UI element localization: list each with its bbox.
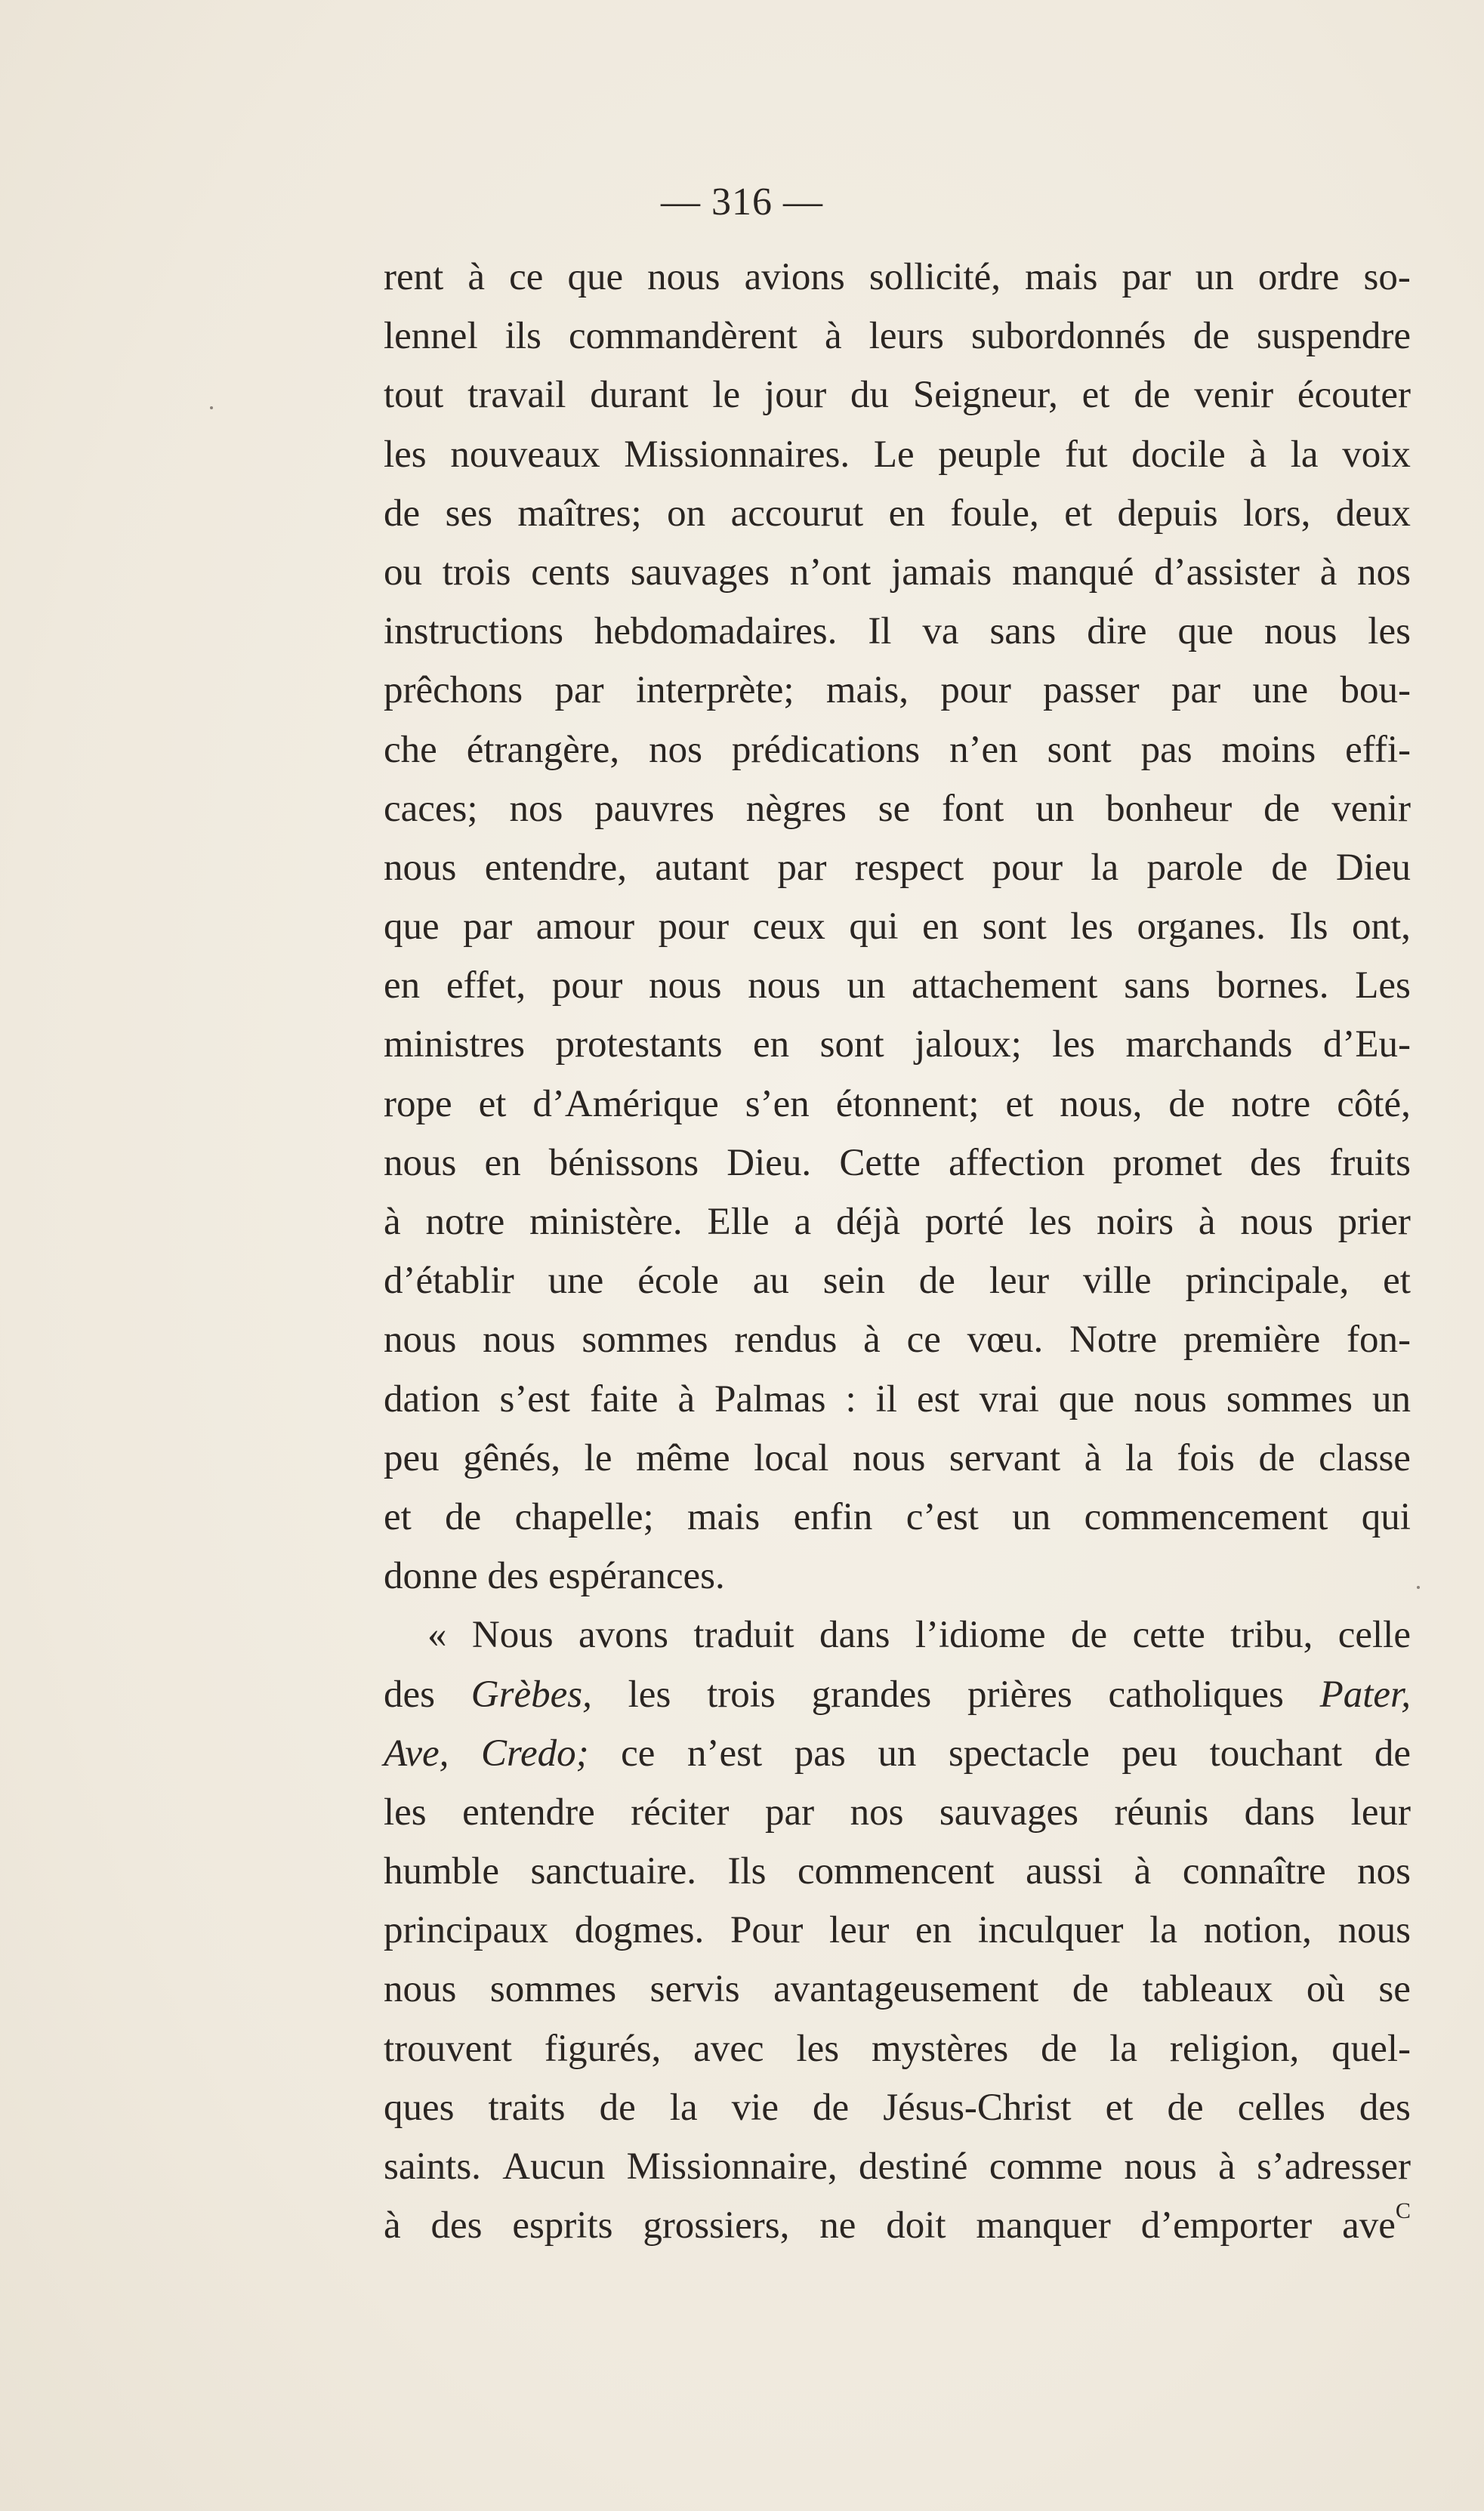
- speck-mark: [210, 406, 213, 409]
- text-line: instructions hebdomadaires. Il va sans dire que nous les: [384, 610, 1411, 653]
- text-line: Ave, Credo; ce n’est pas un spectacle peu touchant de: [384, 1732, 1411, 1775]
- text-line: ou trois cents sauvages n’ont jamais manqué d’assister à nos: [384, 551, 1411, 594]
- text-line: prêchons par interprète; mais, pour passer par une bou-: [384, 669, 1411, 712]
- text-line: des Grèbes, les trois grandes prières catholiques Pater,: [384, 1673, 1411, 1716]
- text-line: à des esprits grossiers, ne doit manquer d’emporter aveC: [384, 2196, 1411, 2255]
- text-line: dation s’est faite à Palmas : il est vrai que nous sommes un: [384, 1377, 1411, 1421]
- text-line: rope et d’Amérique s’en étonnent; et nous, de notre côté,: [384, 1082, 1411, 1125]
- text-line: trouvent figurés, avec les mystères de la religion, quel-: [384, 2027, 1411, 2070]
- text-line: nous nous sommes rendus à ce vœu. Notre première fon-: [384, 1319, 1411, 1362]
- text-line: lennel ils commandèrent à leurs subordonnés de suspendre: [384, 315, 1411, 358]
- text-line: nous sommes servis avantageusement de tableaux où se: [384, 1968, 1411, 2011]
- text-line: les nouveaux Missionnaires. Le peuple fut docile à la voix: [384, 433, 1411, 476]
- body-text: [384, 248, 1411, 2255]
- text-line: humble sanctuaire. Ils commencent aussi à connaître nos: [384, 1850, 1411, 1893]
- text-line: les entendre réciter par nos sauvages réunis dans leur: [384, 1791, 1411, 1834]
- text-line: caces; nos pauvres nègres se font un bonheur de venir: [384, 787, 1411, 830]
- text-line: ques traits de la vie de Jésus-Christ et de celles des: [384, 2086, 1411, 2129]
- text-line: rent à ce que nous avions sollicité, mais par un ordre so-: [384, 256, 1411, 298]
- text-line: « Nous avons traduit dans l’idiome de cette tribu, celle: [427, 1614, 1411, 1657]
- paragraph-container: [384, 248, 1411, 2255]
- text-line: à notre ministère. Elle a déjà porté les noirs à nous prier: [384, 1201, 1411, 1243]
- catchword: C: [1395, 2198, 1411, 2224]
- text-line: et de chapelle; mais enfin c’est un commencement qui: [384, 1495, 1411, 1538]
- paragraph: [384, 248, 1411, 1606]
- text-line: ministres protestants en sont jaloux; les marchands d’Eu-: [384, 1023, 1411, 1066]
- text-line: principaux dogmes. Pour leur en inculquer la notion, nous: [384, 1909, 1411, 1952]
- text-line: donne des espérances.: [384, 1555, 725, 1598]
- text-line: nous entendre, autant par respect pour la parole de Dieu: [384, 846, 1411, 889]
- paragraph: [384, 1606, 1411, 2255]
- text-line: nous en bénissons Dieu. Cette affection promet des fruits: [384, 1141, 1411, 1184]
- text-line: peu gênés, le même local nous servant à la fois de classe: [384, 1436, 1411, 1479]
- page-number: — 316 —: [661, 180, 823, 224]
- text-line: de ses maîtres; on accourut en foule, et depuis lors, deux: [384, 492, 1411, 535]
- speck-mark: [1417, 1586, 1420, 1589]
- text-line: che étrangère, nos prédications n’en sont pas moins effi-: [384, 728, 1411, 771]
- text-line: d’établir une école au sein de leur ville principale, et: [384, 1260, 1411, 1303]
- text-line: en effet, pour nous nous un attachement sans bornes. Les: [384, 964, 1411, 1007]
- text-line: tout travail durant le jour du Seigneur, et de venir écouter: [384, 374, 1411, 417]
- text-line: saints. Aucun Missionnaire, destiné comme nous à s’adresser: [384, 2145, 1411, 2188]
- text-line: que par amour pour ceux qui en sont les organes. Ils ont,: [384, 905, 1411, 949]
